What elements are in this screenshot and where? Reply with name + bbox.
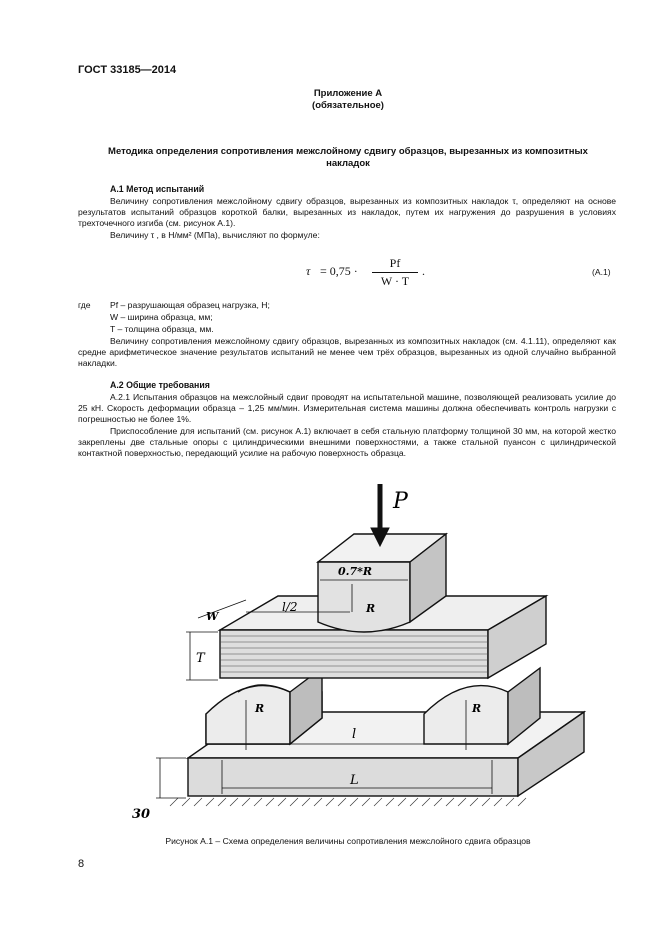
formula-numerator: Pf bbox=[372, 256, 418, 273]
section-2-paragraph-1: А.2.1 Испытания образцов на межслойный сдвиг проводят на испытательной машине, позволяющей реализовать усилие до 25 кН. Скорость деформации образца – 1,25 мм/мин. Измерительная система машины должна обеспечивать контроль нагрузки с погрешностью не более 1%. bbox=[78, 392, 616, 425]
section-1-title: А.1 Метод испытаний bbox=[110, 184, 205, 194]
platform-thickness-label: 30 bbox=[132, 807, 151, 822]
where-item: T – толщина образца, мм. bbox=[110, 324, 214, 334]
section-2-paragraph-2: Приспособление для испытаний (см. рисунок А.1) включает в себя стальную платформу толщиной 30 мм, на которой жестко закреплены две стальные опоры с цилиндрическими внешними поверхностями, а также стальной пуансон с цилиндрической контактной поверхностью, передающий усилие на рабочую поверхность образца. bbox=[78, 426, 616, 459]
where-item: W – ширина образца, мм; bbox=[110, 312, 213, 322]
section-2-title: А.2 Общие требования bbox=[110, 380, 210, 390]
where-item: Pf – разрушающая образец нагрузка, Н; bbox=[110, 300, 270, 310]
width-label: W bbox=[206, 610, 219, 623]
half-span-label: l/2 bbox=[282, 600, 298, 614]
thickness-label: T bbox=[196, 651, 205, 666]
span-label: l bbox=[352, 727, 357, 742]
right-support bbox=[424, 668, 540, 744]
standard-header: ГОСТ 33185—2014 bbox=[78, 64, 177, 76]
appendix-title: Приложение А bbox=[313, 88, 383, 99]
section-1-paragraph-2: Величину τ , в Н/мм² (МПа), вычисляют по формуле: bbox=[110, 230, 320, 240]
figure-caption: Рисунок А.1 – Схема определения величины сопротивления межслойного сдвига образцов bbox=[165, 836, 531, 846]
where-label: где bbox=[78, 300, 91, 310]
formula-coefficient: = 0,75 · bbox=[320, 264, 358, 278]
formula-denominator: W · T bbox=[380, 274, 410, 288]
formula-lhs: τ bbox=[306, 264, 311, 278]
punch-radius-label: R bbox=[366, 602, 376, 615]
formula-number: (А.1) bbox=[592, 267, 611, 277]
section-1-paragraph-1: Величину сопротивления межслойному сдвигу образцов, вырезанных из композитных накладок τ, определяют на основе результатов испытаний образцов короткой балки, вырезанных из накладок, путем их нагружения до разрушения в условиях трехточечного изгиба (см. рисунок А.1). bbox=[78, 196, 616, 229]
punch-width-label: 0.7*R bbox=[338, 565, 373, 578]
appendix-status: (обязательное) bbox=[312, 100, 384, 111]
left-support-radius-label: R bbox=[255, 702, 265, 715]
ground-hatch bbox=[170, 798, 526, 806]
section-1-paragraph-3: Величину сопротивления межслойному сдвигу образцов, вырезанных из композитных накладок (см. 4.1.11), определяют как средне арифметическое значение результатов испытаний не менее чем трёх образцов, вырезанных из одной случайно выбранной накладки. bbox=[78, 336, 616, 369]
load-label: P bbox=[393, 489, 408, 514]
right-support-radius-label: R bbox=[472, 702, 482, 715]
length-label: L bbox=[350, 773, 359, 788]
formula-tail: . bbox=[422, 264, 425, 278]
page-number: 8 bbox=[78, 858, 85, 870]
appendix-heading: Методика определения сопротивления межслойному сдвигу образцов, вырезанных из композитных накладок bbox=[108, 146, 588, 169]
